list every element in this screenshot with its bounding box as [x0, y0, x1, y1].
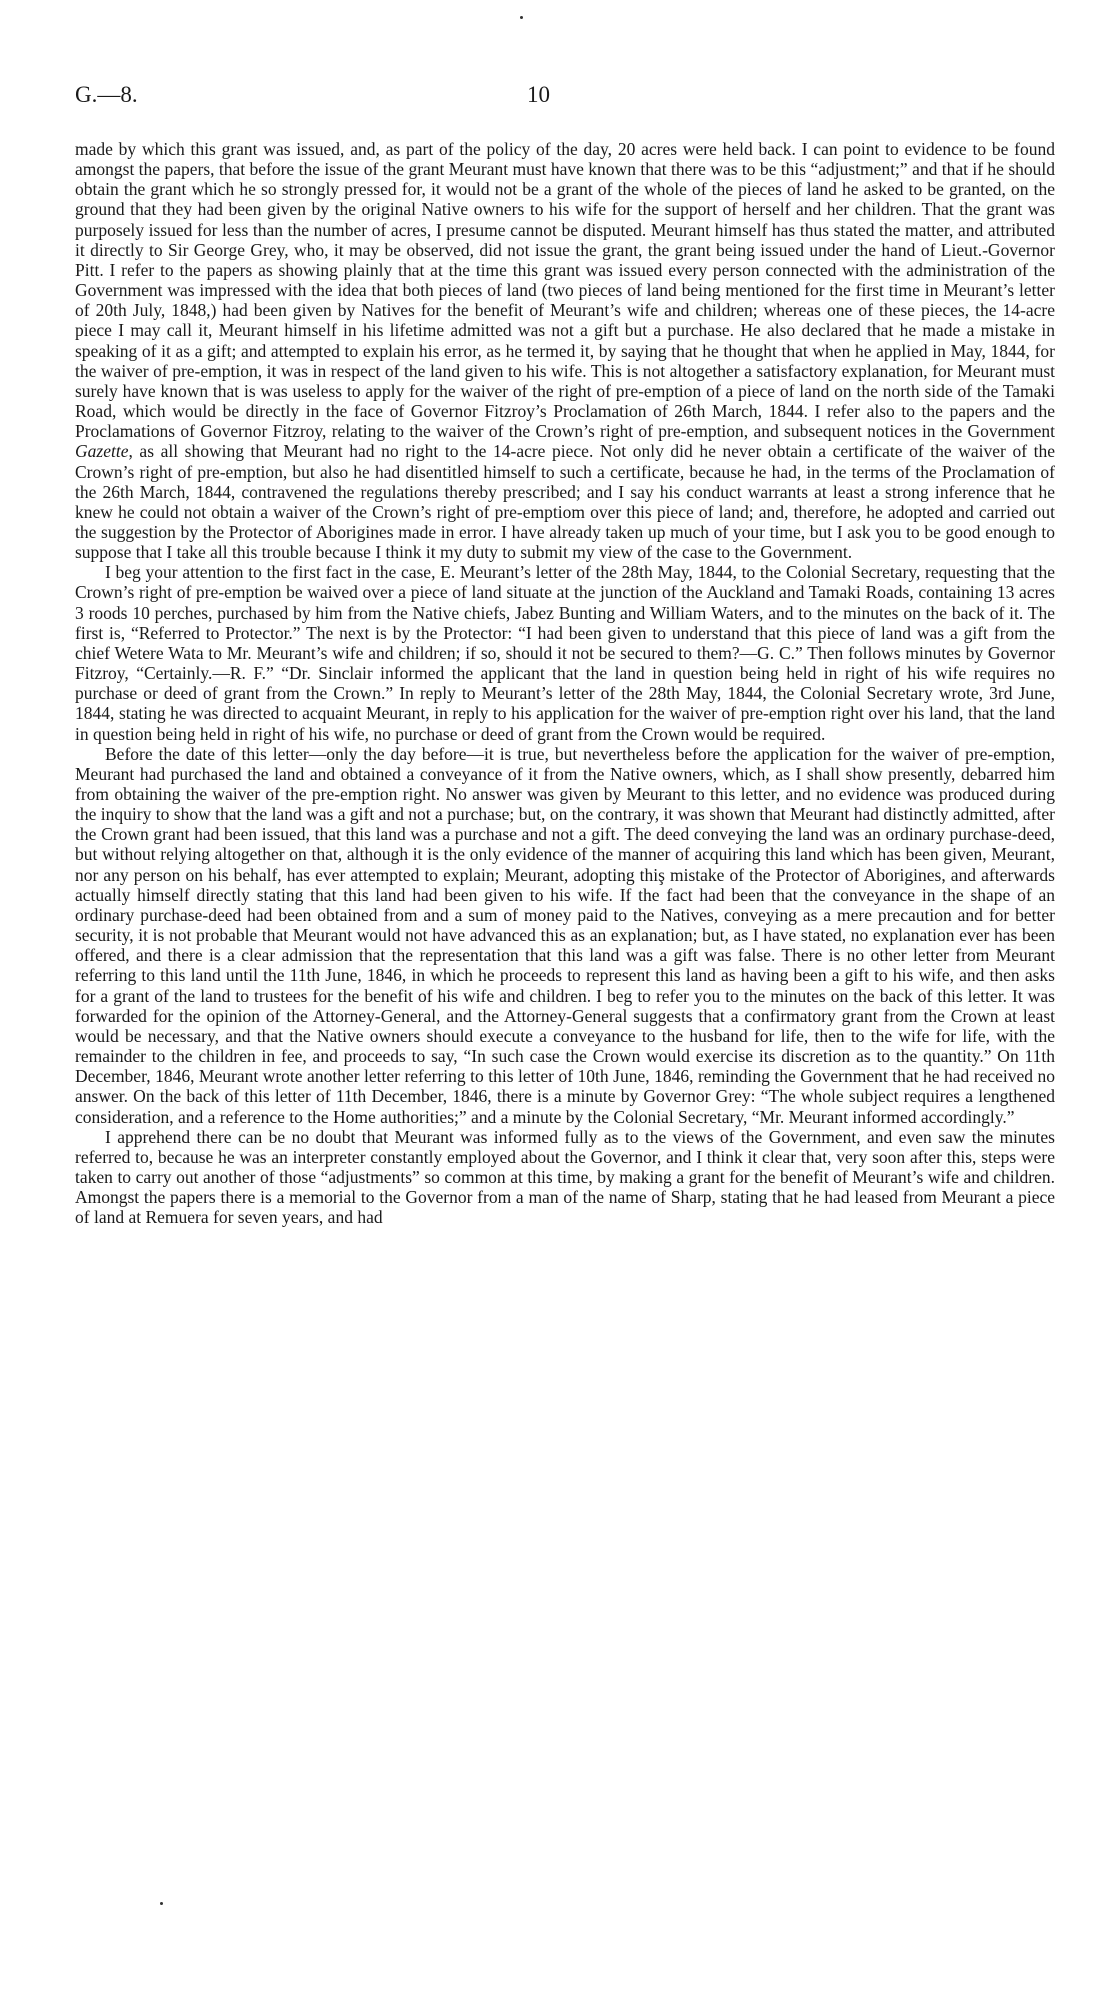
page-header — [75, 82, 1055, 116]
paragraph-2: I beg your attention to the first fact in the case, E. Meurant’s letter of the 28th May, 1844, to the Colonial Secretary, requesting that the Crown’s right of pre-emption be waived over a piece of land situate at the junction of the Auckland and Tamaki Roads, containing 13 acres 3 roods 10 perches, purchased by him from the Native chiefs, Jabez Bunting and William Waters, and to the minutes on the back of it. The first is, “Referred to Protector.” The next is by the Protector: “I had been given to understand that this piece of land was a gift from the chief Wetere Wata to Mr. Meurant’s wife and children; if so, should it not be secured to them?—G. C.” Then follows minutes by Governor Fitzroy, “Certainly.—R. F.” “Dr. Sinclair informed the applicant that the land in question being held in right of his wife requires no purchase or deed of grant from the Crown.” In reply to Meurant’s letter of the 28th May, 1844, the Colonial Secretary wrote, 3rd June, 1844, stating he was directed to acquaint Meurant, in reply to his application for the waiver of pre-emption right over his land, that the land in question being held in right of his wife, no purchase or deed of grant from the Crown would be required. — [75, 562, 1055, 744]
page-number: 10 — [527, 82, 550, 107]
paragraph-4: I apprehend there can be no doubt that Meurant was informed fully as to the views of the Government, and even saw the minutes referred to, because he was an interpreter constantly employed about the Governor, and I think it clear that, very soon after this, steps were taken to carry out another of those “adjustments” so common at this time, by making a grant for the benefit of Meurant’s wife and children. Amongst the papers there is a memorial to the Governor from a man of the name of Sharp, stating that he had leased from Meurant a piece of land at Remuera for seven years, and had — [75, 1126, 1055, 1228]
paragraph-1-text: made by which this grant was issued, and, as part of the policy of the day, 20 acres were held back. I can point to evidence to be found amongst the papers, that before the issue of the grant Meurant must have known that there was to be this “adjustment;” and that if he should obtain the grant which he so strongly pressed for, it would not be a grant of the whole of the pieces of land he asked to be granted, on the ground that they had been given by the original Native owners to his wife for the support of herself and her children. That the grant was purposely issued for less than the number of acres, I presume cannot be disputed. Meurant himself has thus stated the matter, and attributed it directly to Sir George Grey, who, it may be observed, did not issue the grant, the grant being issued under the hand of Lieut.-Governor Pitt. I refer to the papers as showing plainly that at the time this grant was issued every person connected with the administration of the Government was impressed with the idea that both pieces of land (two pieces of land being mentioned for the first time in Meurant’s letter of 20th July, 1848,) had been given by Natives for the benefit of Meurant’s wife and children; whereas one of these pieces, the 14-acre piece I may call it, Meurant himself in his lifetime admitted was not a gift but a purchase. He also declared that he made a mistake in speaking of it as a gift; and attempted to explain his error, as he termed it, by saying that he thought that when he applied in May, 1844, for the waiver of pre-emption, it was in respect of the land given to his wife. This is not altogether a satisfactory explanation, for Meurant must surely have known that is was useless to apply for the waiver of the right of pre-emption of a piece of land on the north side of the Tamaki Road, which would be directly in the face of Governor Fitzroy’s Proclamation of 26th March, 1844. I refer also to the papers and the Proclamations of Governor Fitzroy, relating to the waiver of the Crown’s right of pre-emption, and subsequent notices in the Government — [75, 139, 1055, 442]
paragraph-3: Before the date of this letter—only the day before—it is true, but nevertheless before the application for the waiver of pre-emption, Meurant had purchased the land and obtained a conveyance of it from the Native owners, which, as I shall show presently, debarred him from obtaining the waiver of the pre-emption right. No answer was given by Meurant to this letter, and no evidence was produced during the inquiry to show that the land was a gift and not a purchase; but, on the contrary, it was shown that Meurant had distinctly admitted, after the Crown grant had been issued, that this land was a purchase and not a gift. The deed conveying the land was an ordinary purchase-deed, but without relying altogether on that, although it is the only evidence of the manner of acquiring this land which has been given, Meurant, nor any person on his behalf, has ever attempted to explain; Meurant, adopting thiş mistake of the Protector of Aborigines, and afterwards actually himself directly stating that this land had been given to his wife. If the fact had been that the conveyance in the shape of an ordinary purchase-deed had been obtained from and a sum of money paid to the Natives, conveying as a mere precaution and for better security, it is not probable that Meurant would not have advanced this as an explanation; but, as I have stated, no explanation ever has been offered, and there is a clear admission that the representation that this land was a gift was false. There is no other letter from Meurant referring to this land until the 11th June, 1846, in which he proceeds to represent this land as having been a gift to his wife, and then asks for a grant of the land to trustees for the benefit of his wife and children. I beg to refer you to the minutes on the back of this letter. It was forwarded for the opinion of the Attorney-General, and the Attorney-General suggests that a confirmatory grant from the Crown at least would be necessary, and that the Native owners should execute a conveyance to the husband for life, then to the wife for life, with the remainder to the children in fee, and proceeds to say, “In such case the Crown would exercise its discretion as to the quantity.” On 11th December, 1846, Meurant wrote another letter referring to this letter of 10th June, 1846, reminding the Government that he had received no answer. On the back of this letter of 11th December, 1846, there is a minute by Governor Grey: “The whole subject requires a lengthened consideration, and a reference to the Home authorities;” and a minute by the Colonial Secretary, “Mr. Meurant informed accordingly.” — [75, 743, 1055, 1127]
paragraph-1-tail: , as all showing that Meurant had no right to the 14-acre piece. Not only did he never obtain a certificate of the waiver of the Crown’s right of pre-emption, but also he had disentitled himself to such a certificate, because he had, in the terms of the Proclamation of the 26th March, 1844, contravened the regulations thereby prescribed; and I say his conduct warrants at least a strong inference that he knew he could not obtain a waiver of the Crown’s right of pre-emptiom over this piece of land; and, therefore, he adopted and carried out the suggestion by the Protector of Aborigines made in error. I have already taken up much of your time, but I ask you to be good enough to suppose that I take all this trouble because I think it my duty to submit my view of the case to the Government. — [75, 441, 1055, 563]
scan-speck — [520, 16, 523, 19]
gazette-italic: Gazette — [75, 441, 129, 462]
document-reference: G.—8. — [75, 82, 138, 107]
scan-speck — [160, 1902, 163, 1905]
body-text — [75, 139, 1055, 1227]
paragraph-1 — [75, 139, 1055, 562]
